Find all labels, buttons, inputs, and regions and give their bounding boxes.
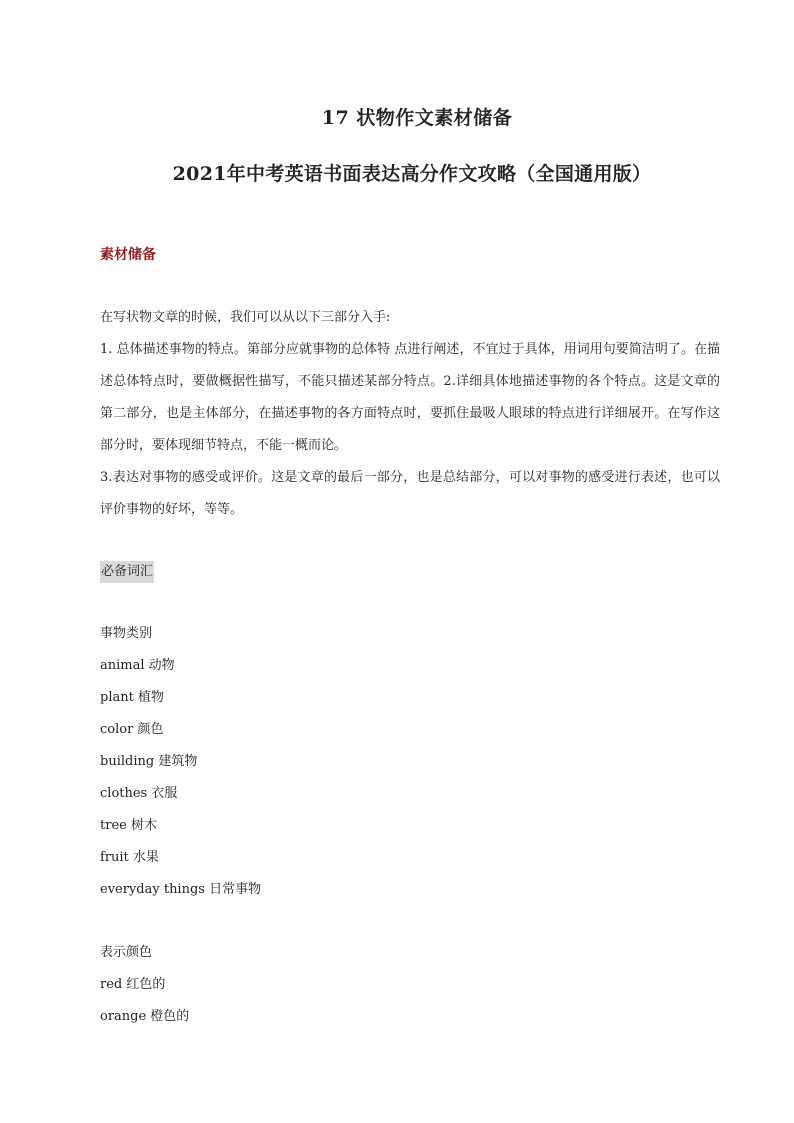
vocab-item: everyday things 日常事物 (100, 882, 262, 897)
point-3-text: 3.表达对事物的感受或评价。这是文章的最后一部分，也是总结部分，可以对事物的感受进行表述，也可以评价事物的好坏，等等。 (100, 470, 720, 517)
point-1-text: 1. 总体描述事物的特点。第部分应就事物的总体特 点进行阐述，不宜过于具体，用词用句要简洁明了。在描述总体特点时，要做概据性描写，不能只描述某部分特点。2.详细具体地描述事物的各个特点。这是文章的第二部分，也是主体部分，在描述事物的各方面特点时，要抓住最吸人眼球的特点进行详细展开。在写作这部分时，要体现细节特点，不能一概而论。 (100, 342, 720, 453)
vocab-item: red 红色的 (100, 977, 166, 992)
vocab-heading: 必备词汇 (100, 561, 154, 583)
document-title-line1: 17 状物作文素材储备 (321, 107, 513, 129)
vocab-item: orange 橙色的 (100, 1009, 190, 1024)
vocab-item: color 颜色 (100, 722, 164, 737)
point-1-paragraph (100, 334, 720, 462)
intro-paragraph: 在写状物文章的时候，我们可以从以下三部分入手: (100, 310, 391, 325)
vocab-group-categories (100, 618, 261, 906)
vocab-item: animal 动物 (100, 658, 175, 673)
document-title-line2: 2021年中考英语书面表达高分作文攻略（全国通用版） (172, 163, 652, 185)
section-heading: 素材储备 (100, 247, 156, 263)
vocab-item: clothes 衣服 (100, 786, 178, 801)
vocab-item: fruit 水果 (100, 850, 159, 865)
vocab-item: building 建筑物 (100, 754, 198, 769)
vocab-group-colors (100, 937, 189, 1033)
vocab-group-heading: 事物类别 (100, 626, 153, 641)
vocab-item: plant 植物 (100, 690, 164, 705)
vocab-item: tree 树木 (100, 818, 157, 833)
vocab-group-heading: 表示颜色 (100, 945, 153, 960)
point-3-paragraph (100, 462, 720, 526)
